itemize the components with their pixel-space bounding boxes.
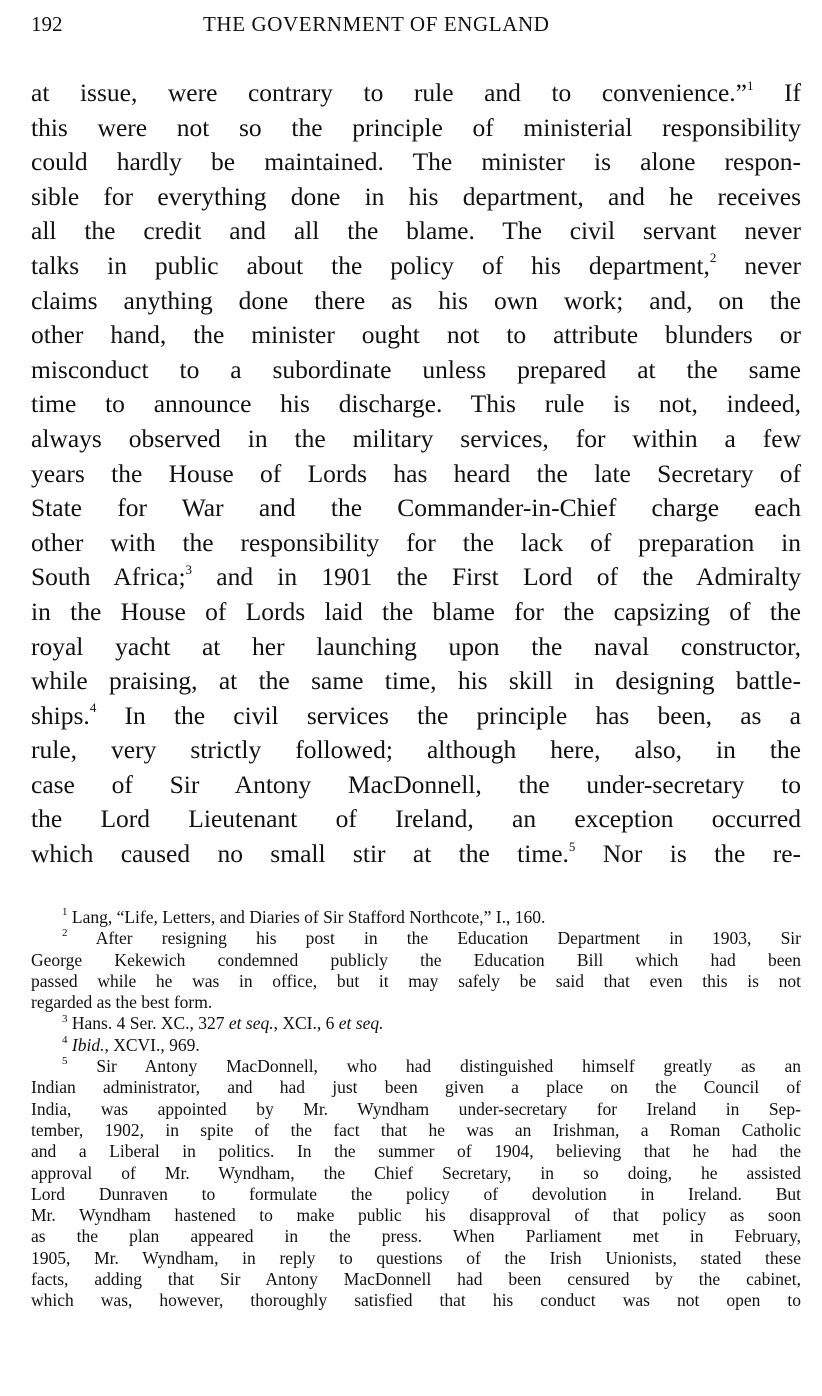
footnote-2: $^2$ After resigning his post in the Education Department in 1903, Sir <box>62 927 801 949</box>
body-line: State for War and the Commander-in-Chief charge each <box>31 493 801 523</box>
footnote-5-line: Indian administrator, and had just been given a place on the Council of <box>31 1077 801 1098</box>
footnote-ref: 3 <box>185 561 193 577</box>
body-line: ships.$^4$ In the civil services the principle has been, as a <box>31 700 801 730</box>
footnote-5-line: tember, 1902, in spite of the fact that he was an Irishman, a Roman Catholic <box>31 1119 801 1140</box>
body-line: royal yacht at her launching upon the naval constructor, <box>31 631 801 661</box>
footnote-5-line: India, was appointed by Mr. Wyndham under-secretary for Ireland in Sep- <box>31 1098 801 1119</box>
body-line: South Africa;$^3$ and in 1901 the First Lord of the Admiralty <box>31 561 801 592</box>
footnote-ref: 5 <box>568 838 576 854</box>
body-line: other hand, the minister ought not to attribute blunders or <box>31 320 801 350</box>
body-line: case of Sir Antony MacDonnell, the under-secretary to <box>31 769 801 799</box>
body-line: claims anything done there as his own work; and, on the <box>31 285 801 315</box>
footnote-5-line: which was, however, thoroughly satisfied that his conduct was not open to <box>31 1290 801 1311</box>
running-title: THE GOVERNMENT OF ENGLAND <box>203 12 550 36</box>
footnote-5: $^5$ Sir Antony MacDonnell, who had distinguished himself greatly as an <box>62 1055 801 1077</box>
body-line: other with the responsibility for the lack of preparation in <box>31 527 801 557</box>
body-text <box>31 76 801 872</box>
footnote-ref: 4 <box>89 700 97 716</box>
body-line: years the House of Lords has heard the late Secretary of <box>31 458 801 488</box>
body-line: sible for everything done in his department, and he receives <box>31 181 801 211</box>
page-number: 192 <box>31 12 63 36</box>
footnotes <box>31 907 801 1312</box>
footnote-4: $^4$ Ibid., XCVI., 969. <box>62 1033 200 1055</box>
body-line: misconduct to a subordinate unless prepared at the same <box>31 354 801 384</box>
body-line: rule, very strictly followed; although here, also, in the <box>31 735 801 765</box>
body-line: in the House of Lords laid the blame for the capsizing of the <box>31 596 801 626</box>
footnote-ref: 2 <box>709 250 717 266</box>
body-line: could hardly be maintained. The minister is alone respon- <box>31 147 801 177</box>
body-line: the Lord Lieutenant of Ireland, an exception occurred <box>31 804 801 834</box>
footnote-5-line: as the plan appeared in the press. When Parliament met in February, <box>31 1226 801 1247</box>
footnote-ref: 1 <box>746 77 754 93</box>
footnote-5-line: and a Liberal in politics. In the summer of 1904, believing that he had the <box>31 1141 801 1162</box>
body-line: at issue, were contrary to rule and to convenience.”$^1$ If <box>31 77 802 107</box>
footnote-5-line: approval of Mr. Wyndham, the Chief Secretary, in so doing, he assisted <box>31 1162 801 1183</box>
body-line: while praising, at the same time, his skill in designing battle- <box>31 666 801 696</box>
footnote-3: $^3$ Hans. 4 Ser. XC., 327 et seq., XCI., 6 et seq. <box>62 1012 384 1034</box>
footnote-2-line: George Kekewich condemned publicly the Education Bill which had been <box>31 949 801 970</box>
footnote-2-line: regarded as the best form. <box>31 992 213 1013</box>
body-line: which caused no small stir at the time.$^5$ Nor is the re- <box>31 838 801 869</box>
footnote-5-line: facts, adding that Sir Antony MacDonnell had been censured by the cabinet, <box>31 1269 801 1290</box>
body-line: this were not so the principle of ministerial responsibility <box>31 112 801 142</box>
footnote-5-line: Mr. Wyndham hastened to make public his disapproval of that policy as soon <box>31 1205 801 1226</box>
body-line: always observed in the military services, for within a few <box>31 423 801 453</box>
footnote-5-line: 1905, Mr. Wyndham, in reply to questions of the Irish Unionists, stated these <box>31 1247 801 1268</box>
footnote-2-line: passed while he was in office, but it may safely be said that even this is not <box>31 970 801 991</box>
running-header <box>31 12 801 44</box>
footnote-1: $^1$ Lang, “Life, Letters, and Diaries of Sir Stafford Northcote,” I., 160. <box>62 906 546 927</box>
body-line: time to announce his discharge. This rule is not, indeed, <box>31 389 801 419</box>
body-line: talks in public about the policy of his department,$^2$ never <box>31 250 801 280</box>
footnote-5-line: Lord Dunraven to formulate the policy of devolution in Ireland. But <box>31 1183 801 1204</box>
body-line: all the credit and all the blame. The civil servant never <box>31 216 801 246</box>
